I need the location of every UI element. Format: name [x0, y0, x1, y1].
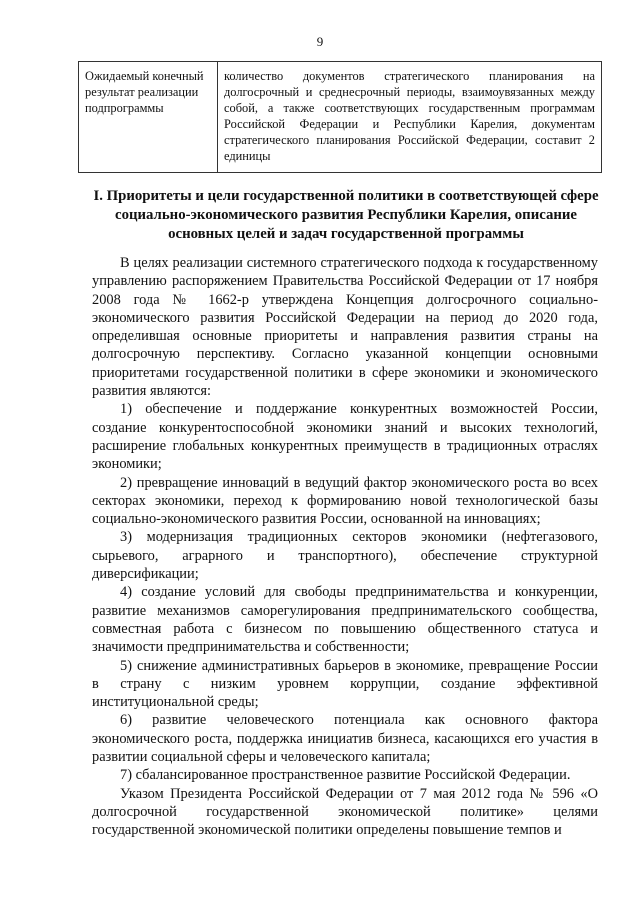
paragraph-item-1: 1) обеспечение и поддержание конкурентных возможностей России, создание конкурентоспособной экономики знаний и высоких технологий, расширение глобальных конкурентных преимуществ в традиционных отраслях экономики; — [92, 401, 598, 473]
table-label-cell: Ожидаемый конечный результат реализации подпрограммы — [79, 62, 218, 173]
section-heading: I. Приоритеты и цели государственной политики в соответствующей сфере социально-экономического развития Республики Карелия, описание основных целей и задач государственной программы — [93, 188, 599, 242]
page-number: 9 — [316, 34, 324, 49]
paragraph-item-4: 4) создание условий для свободы предпринимательства и конкуренции, развитие механизмов саморегулирования предпринимательского сообщества, совместная работа с бизнесом по повышению общественного статуса и значимости предпринимательства и собственности; — [92, 584, 598, 656]
paragraph-item-5: 5) снижение административных барьеров в экономике, превращение России в страну с низким уровнем коррупции, создание эффективной институциональной среды; — [92, 657, 598, 711]
paragraph-decree: Указом Президента Российской Федерации от 7 мая 2012 года № 596 «О долгосрочной государственной экономической политике» целями государственной экономической политики определены повышение темпов и — [92, 785, 598, 839]
summary-table — [78, 61, 602, 173]
paragraph-intro: В целях реализации системного стратегического подхода к государственному управлению распоряжением Правительства Российской Федерации от 17 ноября 2008 года № 1662-р утверждена Концепция долгосрочного социально-экономического развития Российской Федерации на период до 2020 года, определившая основные приоритеты и направления развития страны на долгосрочную перспективу. Согласно указанной концепции основными приоритетами государственной политики в сфере экономики и экономического развития являются: — [92, 255, 598, 400]
table-value-cell: количество документов стратегического планирования на долгосрочный и среднесрочный периоды, взаимоувязанных между собой, а также соответствующих государственным программам Российской Федерации и Республики Карелия, документам стратегического планирования Российской Федерации, составит 2 единицы — [218, 62, 602, 173]
paragraph-item-7: 7) сбалансированное пространственное развитие Российской Федерации. — [120, 767, 571, 784]
paragraph-item-6: 6) развитие человеческого потенциала как основного фактора экономического роста, поддержка инициатив бизнеса, касающихся его участия в развитии социальной сферы и человеческого капитала; — [92, 712, 598, 766]
paragraph-item-2: 2) превращение инноваций в ведущий фактор экономического роста во всех секторах экономики, переход к формированию новой технологической базы социально-экономического развития России, основанной на инновациях; — [92, 474, 598, 528]
table-row — [79, 62, 602, 173]
paragraph-item-3: 3) модернизация традиционных секторов экономики (нефтегазового, сырьевого, аграрного и транспортного), обеспечение структурной диверсификации; — [92, 529, 598, 583]
body-text — [92, 254, 598, 840]
